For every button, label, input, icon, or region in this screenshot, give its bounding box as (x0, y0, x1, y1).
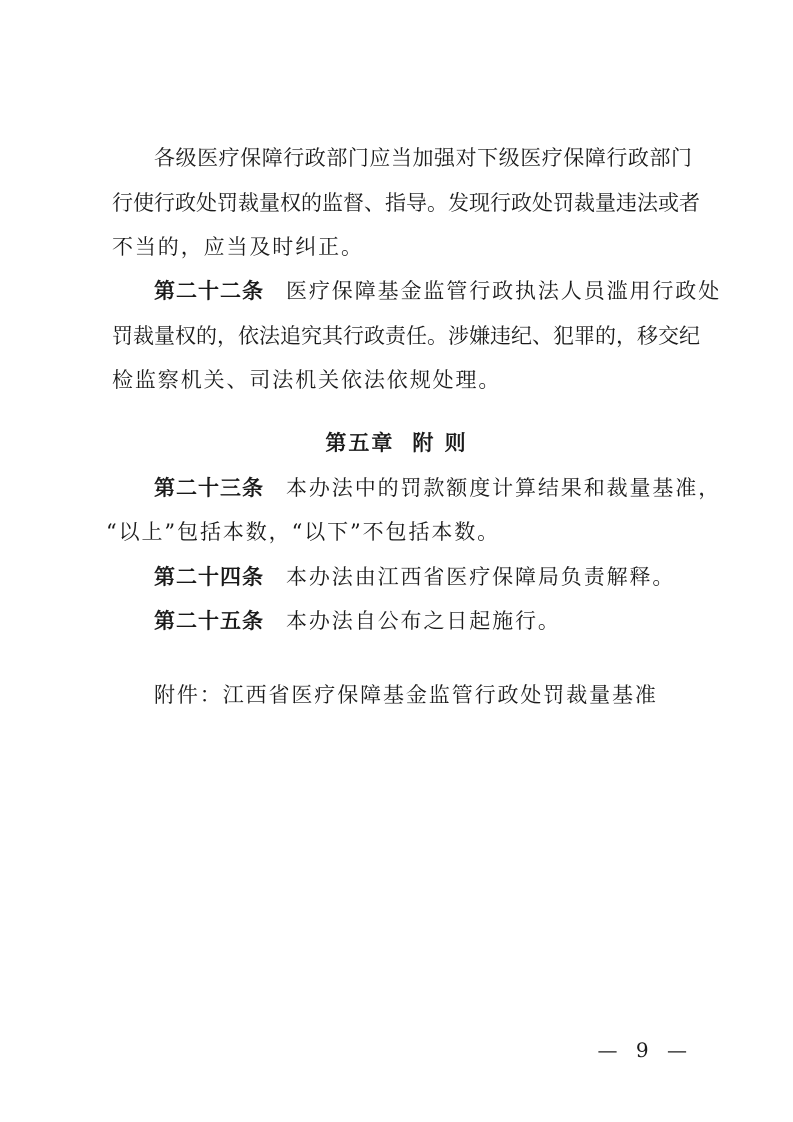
article-25-line1 (154, 608, 561, 634)
para1-line2: 行使行政处罚裁量权的监督、指导。发现行政处罚裁量违法或者 (112, 191, 700, 215)
article-22-line2: 罚裁量权的，依法追究其行政责任。涉嫌违纪、犯罪的，移交纪 (112, 324, 700, 348)
article-23-text-1: 本办法中的罚款额度计算结果和裁量基准， (286, 476, 722, 500)
chapter-title: 附 则 (412, 431, 468, 455)
article-23-heading: 第二十三条 (154, 476, 264, 500)
chapter-number: 第五章 (325, 431, 395, 455)
article-24-heading: 第二十四条 (154, 565, 264, 589)
article-22-line1 (154, 278, 721, 304)
para1-line1: 各级医疗保障行政部门应当加强对下级医疗保障行政部门 (154, 146, 692, 170)
article-22-line3: 检监察机关、司法机关依法依规处理。 (112, 368, 502, 392)
article-23-line1 (154, 475, 721, 501)
article-24-line1 (154, 564, 675, 590)
article-24-text-1: 本办法由江西省医疗保障局负责解释。 (286, 565, 676, 589)
chapter-heading (0, 430, 793, 456)
para1-line3: 不当的，应当及时纠正。 (112, 235, 364, 259)
article-23-line2: “以上”包括本数，“以下”不包括本数。 (106, 520, 501, 544)
page-number: — 9 — (597, 1038, 693, 1062)
article-25-text-1: 本办法自公布之日起施行。 (286, 609, 561, 633)
article-22-heading: 第二十二条 (154, 279, 264, 303)
attachment-line: 附件：江西省医疗保障基金监管行政处罚裁量基准 (154, 683, 658, 707)
article-22-text-1: 医疗保障基金监管行政执法人员滥用行政处 (286, 279, 722, 303)
article-25-heading: 第二十五条 (154, 609, 264, 633)
